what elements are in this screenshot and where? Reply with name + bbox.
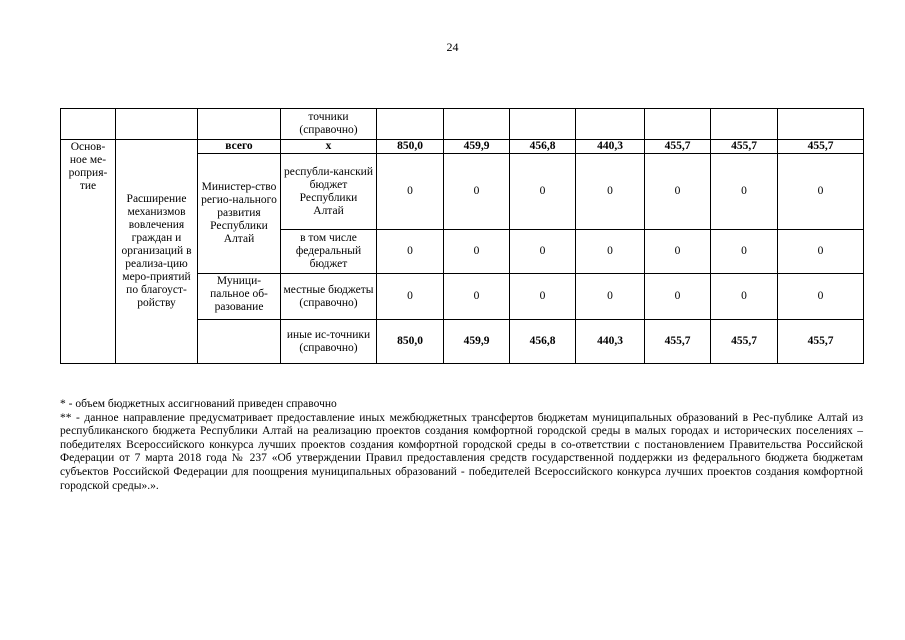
section-name: Расширение механизмов вовлечения граждан и организаций в реализа-цию меро-приятий по благоуст-ройству — [116, 140, 198, 364]
value-cell: 0 — [377, 274, 444, 320]
value-cell: 455,7 — [645, 140, 711, 154]
budget-table — [60, 108, 864, 364]
table-cell — [198, 320, 281, 364]
table-row-top — [61, 109, 864, 140]
source-cell: в том числе федеральный бюджет — [281, 230, 377, 274]
value-cell: 459,9 — [444, 320, 510, 364]
value-cell: 0 — [510, 154, 576, 230]
value-cell: 455,7 — [778, 320, 864, 364]
value-cell: 0 — [444, 274, 510, 320]
value-cell: 0 — [510, 230, 576, 274]
total-executor-cell: всего — [198, 140, 281, 154]
municipal-cell: Муници-пальное об-разование — [198, 274, 281, 320]
value-cell: 0 — [778, 274, 864, 320]
table-cell — [711, 109, 778, 140]
value-cell: 0 — [510, 274, 576, 320]
value-cell: 0 — [444, 154, 510, 230]
source-cell-top: точники (справочно) — [281, 109, 377, 140]
footnotes — [60, 398, 863, 493]
source-cell: республи-канский бюджет Республики Алтай — [281, 154, 377, 230]
value-cell: 0 — [711, 230, 778, 274]
footnote-1: * - объем бюджетных ассигнований приведен справочно — [60, 398, 337, 410]
value-cell: 0 — [576, 230, 645, 274]
total-source-cell: х — [281, 140, 377, 154]
value-cell: 455,7 — [711, 320, 778, 364]
table-row-total — [61, 140, 864, 154]
value-cell: 0 — [778, 154, 864, 230]
page-number: 24 — [446, 40, 459, 54]
value-cell: 0 — [645, 154, 711, 230]
section-label: Основ-ное ме-роприя-тие — [61, 140, 116, 364]
table-cell — [510, 109, 576, 140]
table-cell — [198, 109, 281, 140]
value-cell: 456,8 — [510, 140, 576, 154]
value-cell: 0 — [645, 230, 711, 274]
table-cell — [444, 109, 510, 140]
value-cell: 459,9 — [444, 140, 510, 154]
value-cell: 0 — [778, 230, 864, 274]
table-cell — [61, 109, 116, 140]
value-cell: 456,8 — [510, 320, 576, 364]
value-cell: 850,0 — [377, 140, 444, 154]
value-cell: 455,7 — [645, 320, 711, 364]
table-cell — [778, 109, 864, 140]
value-cell: 850,0 — [377, 320, 444, 364]
value-cell: 455,7 — [711, 140, 778, 154]
value-cell: 0 — [377, 230, 444, 274]
table-cell — [377, 109, 444, 140]
table-cell — [576, 109, 645, 140]
value-cell: 0 — [576, 154, 645, 230]
value-cell: 455,7 — [778, 140, 864, 154]
source-cell: местные бюджеты (справочно) — [281, 274, 377, 320]
value-cell: 0 — [377, 154, 444, 230]
value-cell: 0 — [576, 274, 645, 320]
table-cell — [116, 109, 198, 140]
value-cell: 0 — [645, 274, 711, 320]
value-cell: 440,3 — [576, 320, 645, 364]
value-cell: 440,3 — [576, 140, 645, 154]
ministry-cell: Министер-ство регио-нального развития Республики Алтай — [198, 154, 281, 274]
table-cell — [645, 109, 711, 140]
value-cell: 0 — [711, 274, 778, 320]
source-cell: иные ис-точники (справочно) — [281, 320, 377, 364]
value-cell: 0 — [711, 154, 778, 230]
footnote-2: ** - данное направление предусматривает предоставление иных межбюджетных трансфертов бюджетам муниципальных образований в Рес-публике Алтай из республиканского бюджета Республики Алтай на реализацию проектов создания комфортной городской среды в малых городах и исторических поселениях – победителях Всероссийского конкурса лучших проектов создания комфортной городской среды в со-ответствии с постановлением Правительства Российской Федерации от 7 марта 2018 года № 237 «Об утверждении Правил предоставления средств государственной поддержки из федерального бюджета бюджетам субъектов Российской Федерации для поощрения муниципальных образований - победителей Всероссийского конкурса лучших проектов создания комфортной городской среды».». — [60, 411, 863, 492]
value-cell: 0 — [444, 230, 510, 274]
